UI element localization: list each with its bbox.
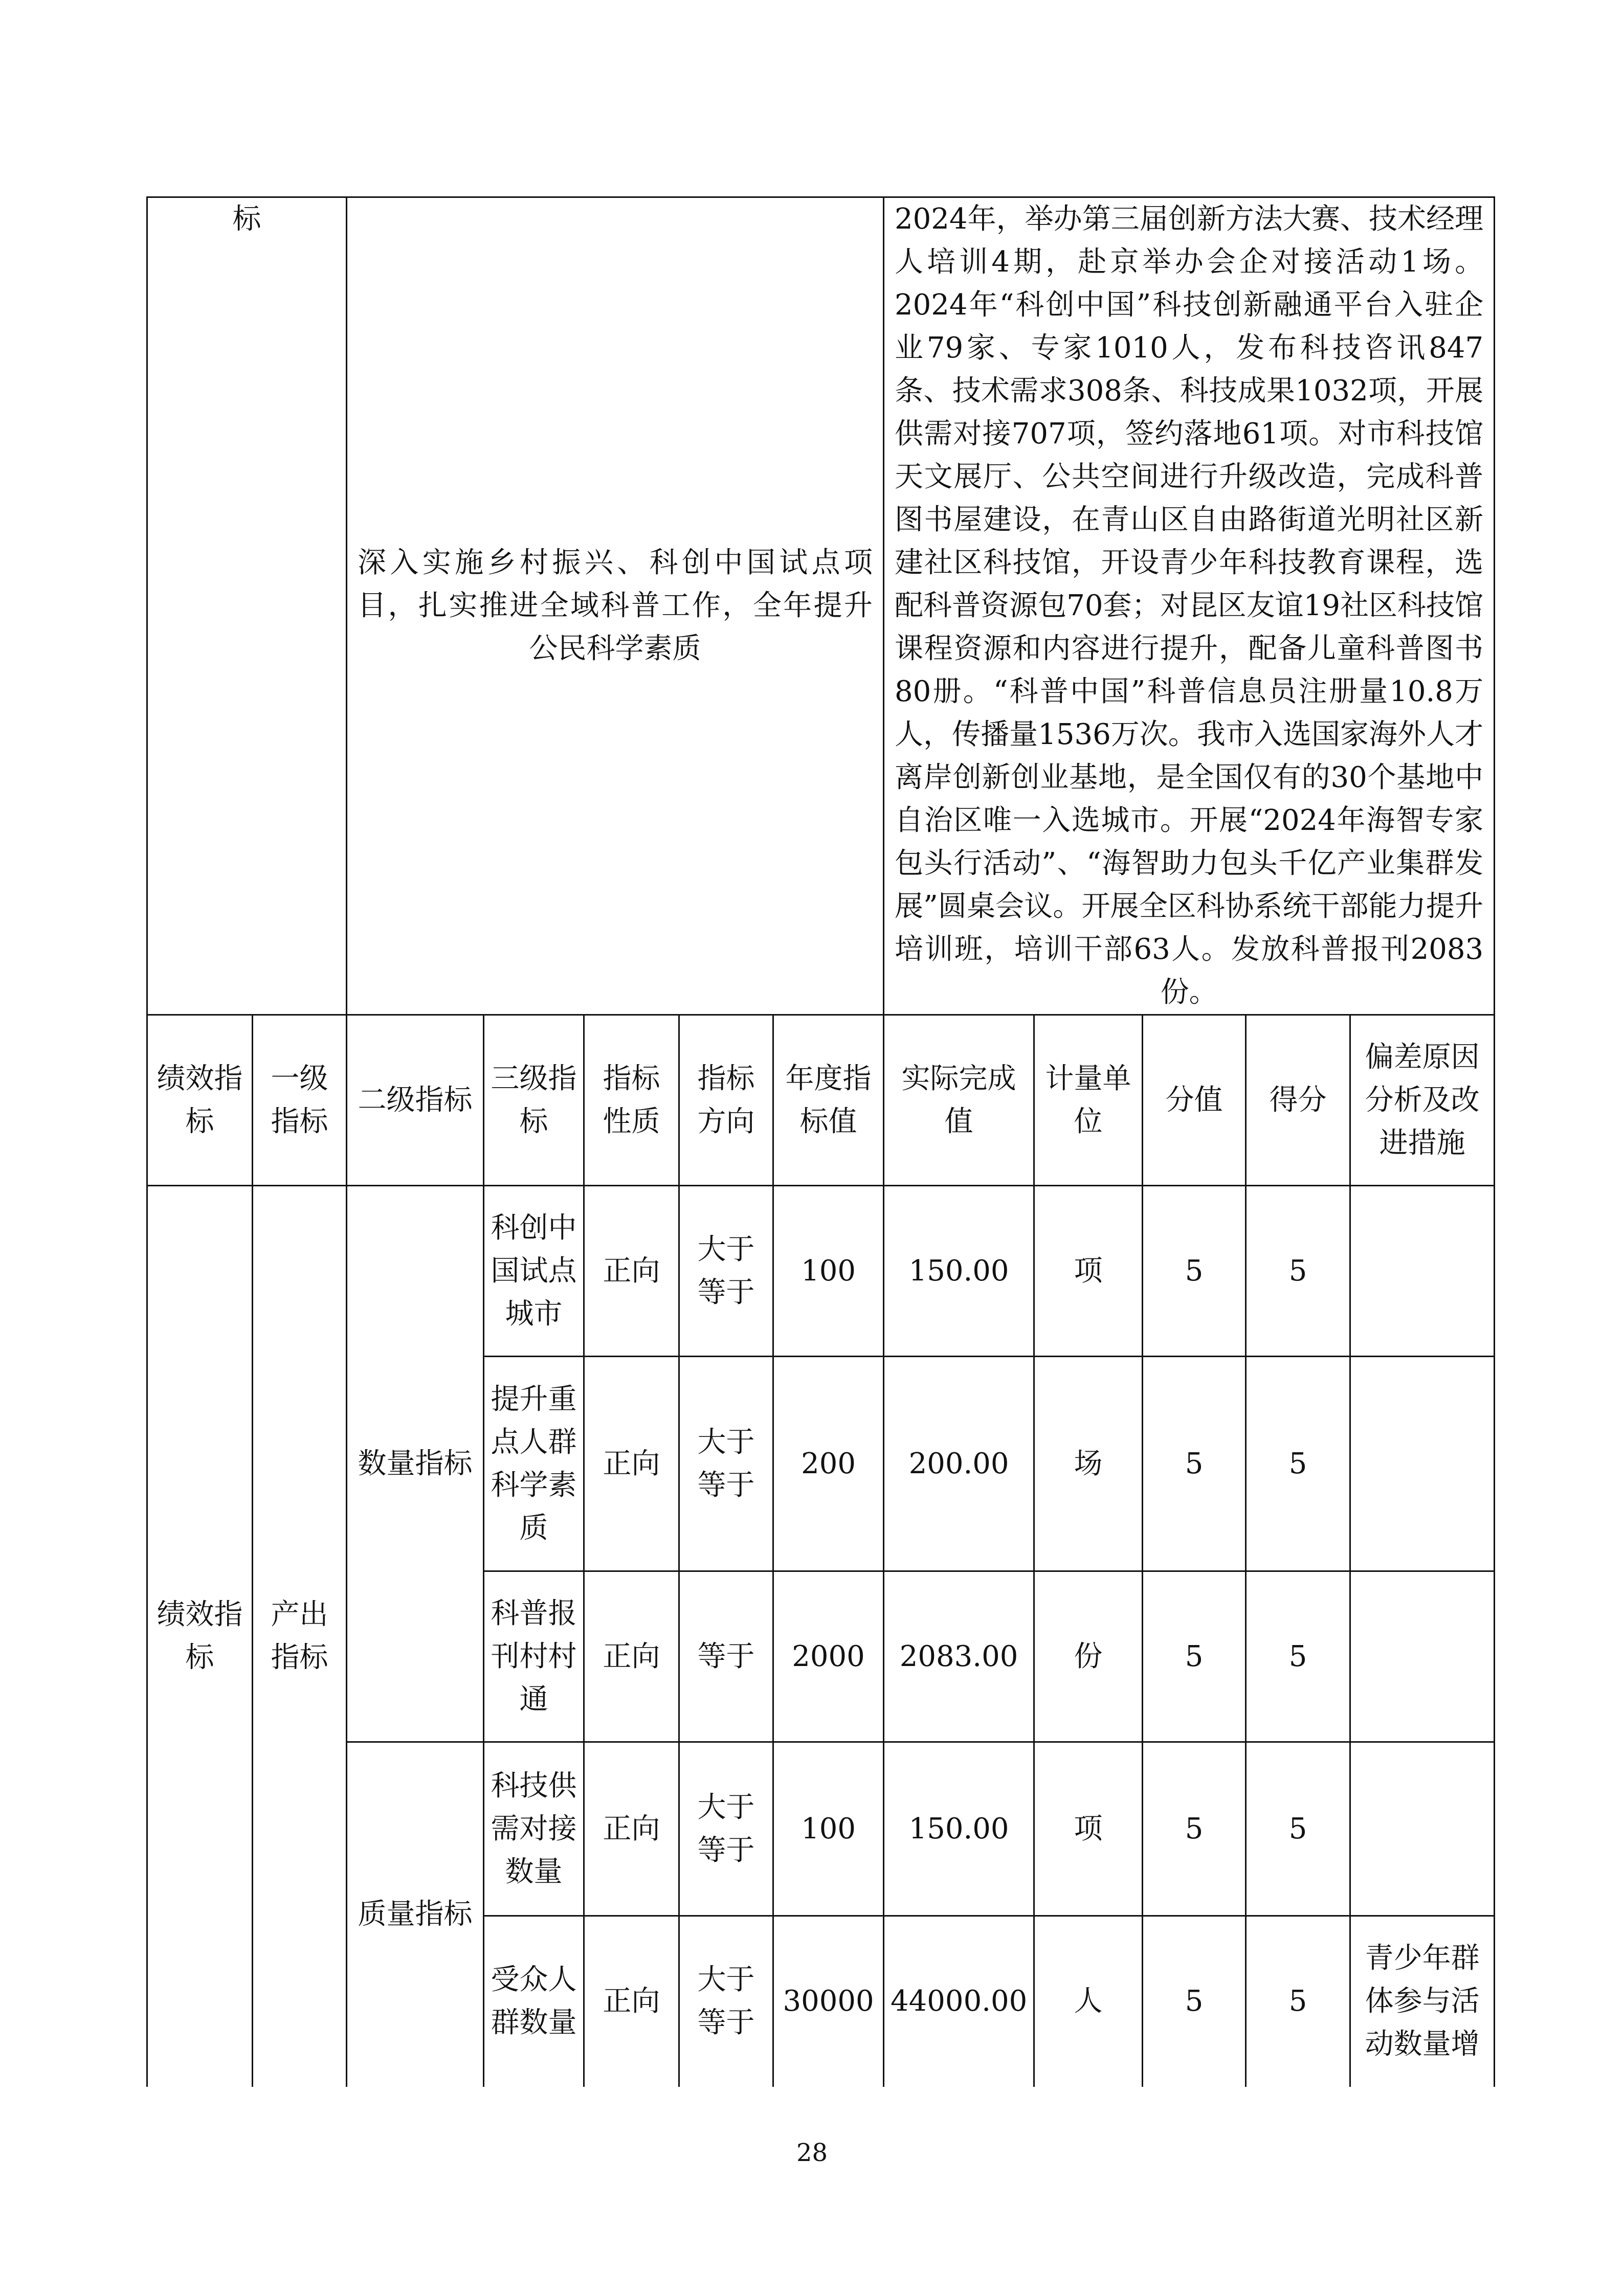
nature-cell: 正向 (584, 1571, 679, 1742)
score-value-cell: 5 (1143, 1186, 1246, 1357)
level3-cell: 科普报刊村村通 (484, 1571, 584, 1742)
actual-value-cell: 2083.00 (884, 1571, 1034, 1742)
performance-table (146, 196, 1495, 2087)
body-level1-label: 产出指标 (253, 1186, 347, 2087)
header-score: 得分 (1246, 1015, 1350, 1186)
header-direction: 指标方向 (679, 1015, 773, 1186)
header-score-value: 分值 (1143, 1015, 1246, 1186)
deviation-cell: 青少年群体参与活动数量增 (1350, 1916, 1495, 2087)
direction-cell: 大于等于 (679, 1916, 773, 2087)
header-nature: 指标性质 (584, 1015, 679, 1186)
deviation-cell (1350, 1357, 1495, 1571)
score-value-cell: 5 (1143, 1742, 1246, 1916)
body-perf-label: 绩效指标 (147, 1186, 253, 2087)
actual-completion-text: 2024年，举办第三届创新方法大赛、技术经理人培训4期，赴京举办会企对接活动1场。2024年“科创中国”科技创新融通平台入驻企业79家、专家1010人，发布科技咨讯847条、技术需求308条、科技成果1032项，开展供需对接707项，签约落地61项。对市科技馆天文展厅、公共空间进行升级改造，完成科普图书屋建设，在青山区自由路街道光明社区新建社区科技馆，开设青少年科技教育课程，选配科普资源包70套；对昆区友谊19社区科技馆课程资源和内容进行提升，配备儿童科普图书80册。“科普中国”科普信息员注册量10.8万人，传播量1536万次。我市入选国家海外人才离岸创新创业基地，是全国仅有的30个基地中自治区唯一入选城市。开展“2024年海智专家包头行活动”、“海智助力包头千亿产业集群发展”圆桌会议。开展全区科协系统干部能力提升培训班，培训干部63人。发放科普报刊2083份。 (884, 197, 1495, 1015)
header-deviation: 偏差原因分析及改进措施 (1350, 1015, 1495, 1186)
score-value-cell: 5 (1143, 1357, 1246, 1571)
unit-cell: 项 (1034, 1742, 1143, 1916)
deviation-cell (1350, 1571, 1495, 1742)
table-row (147, 1186, 1495, 1357)
header-actual-value: 实际完成值 (884, 1015, 1034, 1186)
direction-cell: 大于等于 (679, 1742, 773, 1916)
direction-cell: 等于 (679, 1571, 773, 1742)
level3-cell: 科创中国试点城市 (484, 1186, 584, 1357)
header-annual-value: 年度指标值 (773, 1015, 884, 1186)
unit-cell: 项 (1034, 1186, 1143, 1357)
level3-cell: 受众人群数量 (484, 1916, 584, 2087)
header-unit: 计量单位 (1034, 1015, 1143, 1186)
deviation-cell (1350, 1742, 1495, 1916)
annual-value-cell: 100 (773, 1742, 884, 1916)
direction-cell: 大于等于 (679, 1186, 773, 1357)
score-value-cell: 5 (1143, 1571, 1246, 1742)
header-level1: 一级指标 (253, 1015, 347, 1186)
nature-cell: 正向 (584, 1186, 679, 1357)
score-cell: 5 (1246, 1571, 1350, 1742)
summary-label-fragment: 标 (147, 197, 347, 1015)
level3-cell: 科技供需对接数量 (484, 1742, 584, 1916)
score-cell: 5 (1246, 1742, 1350, 1916)
header-perf: 绩效指标 (147, 1015, 253, 1186)
deviation-cell (1350, 1186, 1495, 1357)
annual-value-cell: 30000 (773, 1916, 884, 2087)
annual-target-text: 深入实施乡村振兴、科创中国试点项目，扎实推进全域科普工作，全年提升公民科学素质 (347, 197, 884, 1015)
header-level3: 三级指标 (484, 1015, 584, 1186)
unit-cell: 场 (1034, 1357, 1143, 1571)
actual-value-cell: 150.00 (884, 1742, 1034, 1916)
actual-value-cell: 150.00 (884, 1186, 1034, 1357)
score-cell: 5 (1246, 1916, 1350, 2087)
nature-cell: 正向 (584, 1357, 679, 1571)
nature-cell: 正向 (584, 1916, 679, 2087)
page-number: 28 (796, 2139, 828, 2167)
actual-value-cell: 44000.00 (884, 1916, 1034, 2087)
score-cell: 5 (1246, 1186, 1350, 1357)
annual-value-cell: 2000 (773, 1571, 884, 1742)
unit-cell: 人 (1034, 1916, 1143, 2087)
level3-cell: 提升重点人群科学素质 (484, 1357, 584, 1571)
table-row (147, 1742, 1495, 1916)
nature-cell: 正向 (584, 1742, 679, 1916)
header-row (147, 1015, 1495, 1186)
direction-cell: 大于等于 (679, 1357, 773, 1571)
unit-cell: 份 (1034, 1571, 1143, 1742)
score-cell: 5 (1246, 1357, 1350, 1571)
header-level2: 二级指标 (347, 1015, 484, 1186)
level2-quality-label: 质量指标 (347, 1742, 484, 2087)
actual-value-cell: 200.00 (884, 1357, 1034, 1571)
level2-quantity-label: 数量指标 (347, 1186, 484, 1742)
annual-value-cell: 100 (773, 1186, 884, 1357)
annual-value-cell: 200 (773, 1357, 884, 1571)
summary-row (147, 197, 1495, 1015)
score-value-cell: 5 (1143, 1916, 1246, 2087)
